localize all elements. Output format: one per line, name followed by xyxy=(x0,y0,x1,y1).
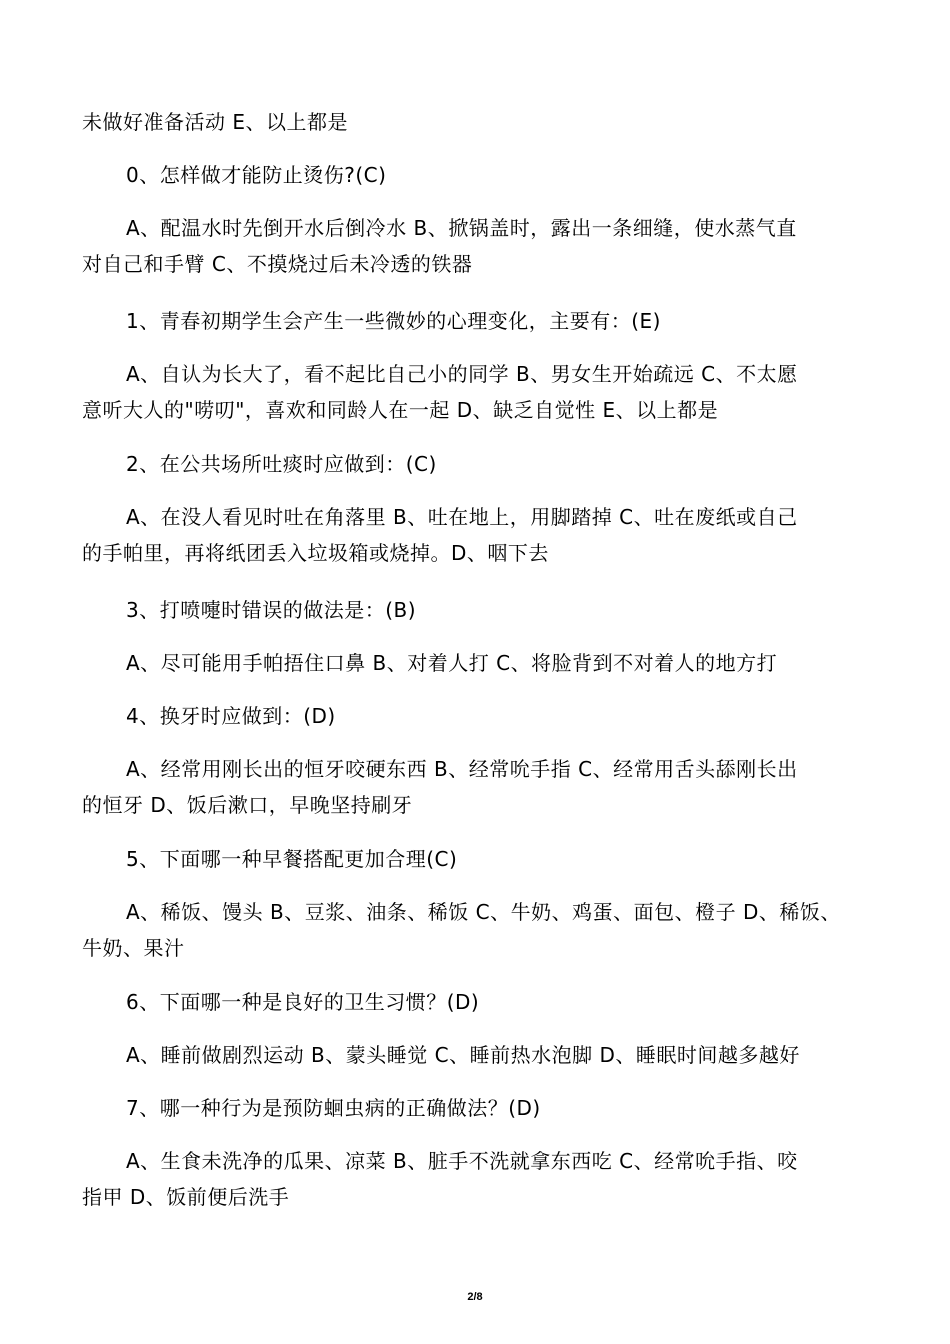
options-5-line-1: A、稀饭、馒头 B、豆浆、油条、稀饭 C、牛奶、鸡蛋、面包、橙子 D、稀饭、 xyxy=(126,900,841,924)
question-6: 6、下面哪一种是良好的卫生习惯？(D) xyxy=(126,990,480,1014)
options-4-line-1: A、经常用刚长出的恒牙咬硬东西 B、经常吮手指 C、经常用舌头舔刚长出 xyxy=(126,757,798,781)
page-number: 2/8 xyxy=(467,1291,483,1303)
options-6-line-1: A、睡前做剧烈运动 B、蒙头睡觉 C、睡前热水泡脚 D、睡眠时间越多越好 xyxy=(126,1043,800,1067)
question-7: 7、哪一种行为是预防蛔虫病的正确做法？(D) xyxy=(126,1096,541,1120)
text-line: 未做好准备活动 E、以上都是 xyxy=(82,110,348,134)
options-7-line-2: 指甲 D、饭前便后洗手 xyxy=(82,1185,290,1209)
options-1-line-1: A、自认为长大了，看不起比自己小的同学 B、男女生开始疏远 C、不太愿 xyxy=(126,362,798,386)
options-2-line-2: 的手帕里，再将纸团丢入垃圾箱或烧掉。D、咽下去 xyxy=(82,541,549,565)
options-0-line-1: A、配温水时先倒开水后倒冷水 B、掀锅盖时，露出一条细缝，使水蒸气直 xyxy=(126,216,797,240)
options-1-line-2: 意听大人的"唠叨"，喜欢和同龄人在一起 D、缺乏自觉性 E、以上都是 xyxy=(82,398,719,422)
question-3: 3、打喷嚏时错误的做法是：(B) xyxy=(126,598,417,622)
question-1: 1、青春初期学生会产生一些微妙的心理变化，主要有：(E) xyxy=(126,309,661,333)
options-0-line-2: 对自己和手臂 C、不摸烧过后未冷透的铁器 xyxy=(82,252,473,276)
options-2-line-1: A、在没人看见时吐在角落里 B、吐在地上，用脚踏掉 C、吐在废纸或自己 xyxy=(126,505,798,529)
options-5-line-2: 牛奶、果汁 xyxy=(82,936,185,960)
question-0: 0、怎样做才能防止烫伤?(C) xyxy=(126,163,387,187)
options-7-line-1: A、生食未洗净的瓜果、凉菜 B、脏手不洗就拿东西吃 C、经常吮手指、咬 xyxy=(126,1149,798,1173)
options-4-line-2: 的恒牙 D、饭后漱口，早晚坚持刷牙 xyxy=(82,793,413,817)
question-2: 2、在公共场所吐痰时应做到：(C) xyxy=(126,452,437,476)
question-4: 4、换牙时应做到：(D) xyxy=(126,704,336,728)
options-3-line-1: A、尽可能用手帕捂住口鼻 B、对着人打 C、将脸背到不对着人的地方打 xyxy=(126,651,778,675)
question-5: 5、下面哪一种早餐搭配更加合理(C) xyxy=(126,847,458,871)
